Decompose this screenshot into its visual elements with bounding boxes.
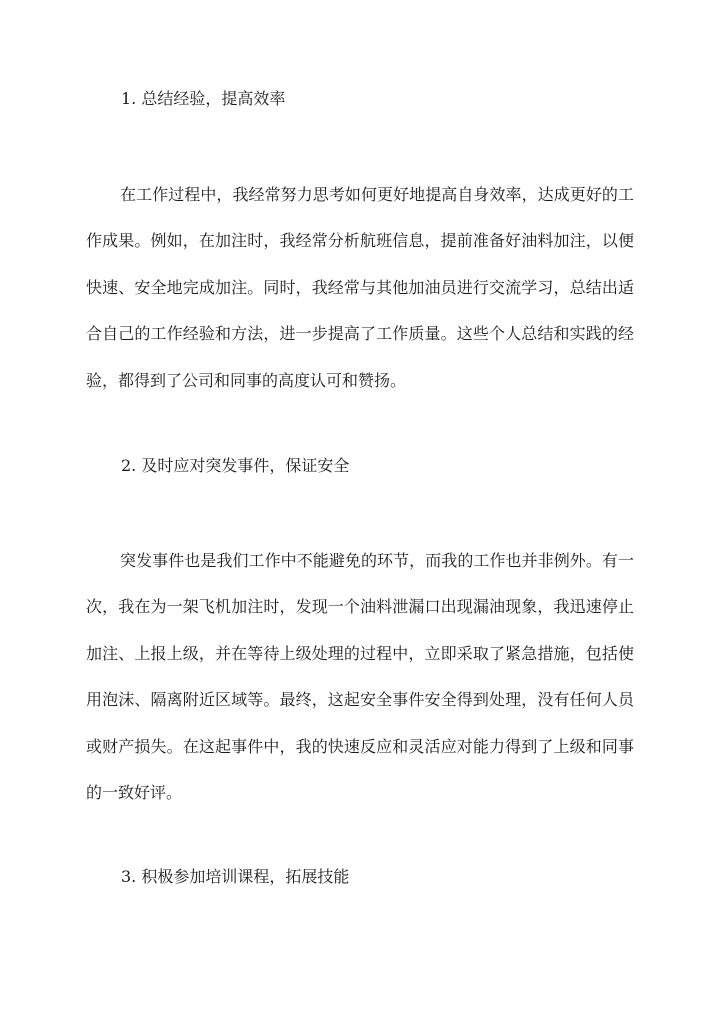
section-2-paragraph: 突发事件也是我们工作中不能避免的环节，而我的工作也并非例外。有一次，我在为一架飞机加注时，发现一个油料泄漏口出现漏油现象，我迅速停止加注、上报上级，并在等待上级处理的过程中，立即采取了紧急措施，包括使用泡沫、隔离附近区域等。最终，这起安全事件安全得到处理，没有任何人员或财产损失。在这起事件中，我的快速反应和灵活应对能力得到了上级和同事的一致好评。 xyxy=(86,551,634,803)
section-1-heading: 1. 总结经验，提高效率 xyxy=(121,89,286,108)
section-3-heading: 3. 积极参加培训课程，拓展技能 xyxy=(121,867,350,886)
section-1-paragraph: 在工作过程中，我经常努力思考如何更好地提高自身效率，达成更好的工作成果。例如，在加注时，我经常分析航班信息，提前准备好油料加注，以便快速、安全地完成加注。同时，我经常与其他加油员进行交流学习，总结出适合自己的工作经验和方法，进一步提高了工作质量。这些个人总结和实践的经验，都得到了公司和同事的高度认可和赞扬。 xyxy=(86,185,634,390)
section-2-heading: 2. 及时应对突发事件，保证安全 xyxy=(121,456,350,475)
